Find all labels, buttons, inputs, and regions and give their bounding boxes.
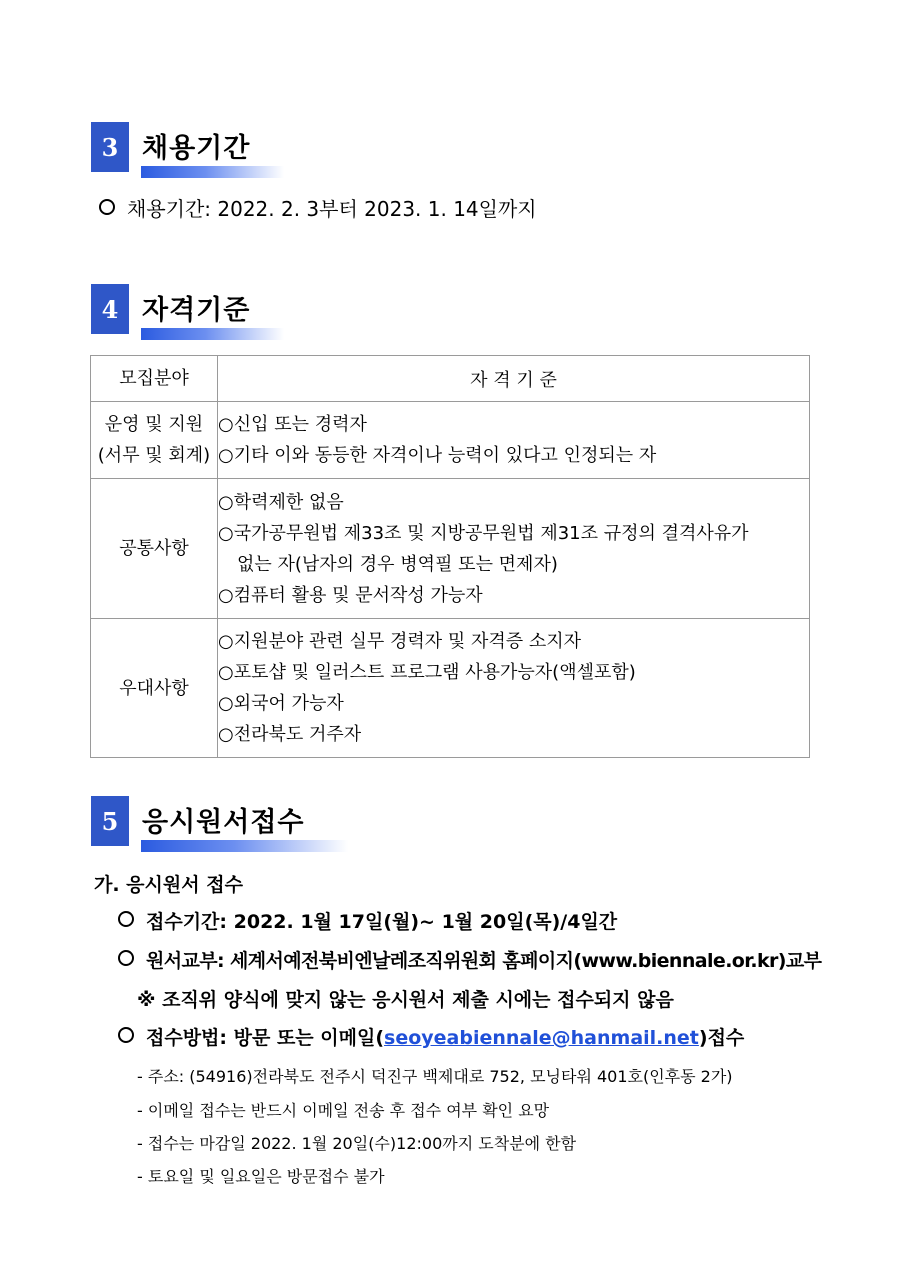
bullet-circle-icon [118,950,134,966]
row-label: 공통사항 [91,479,218,619]
section-3-header [91,122,351,178]
bullet-circle-icon [118,1027,134,1043]
row-label: 우대사항 [91,619,218,758]
header-field: 모집분야 [91,356,218,402]
criteria-item: ○국가공무원법 제33조 및 지방공무원법 제31조 규정의 결격사유가 [218,522,749,544]
criteria-item: ○전라북도 거주자 [218,724,362,745]
row-criteria [218,479,810,619]
section-number-badge: 5 [91,796,129,846]
application-period-text: 접수기간: 2022. 1월 17일(월)~ 1월 20일(목)/4일간 [146,911,618,933]
bullet-circle-icon [118,911,134,927]
row-label-line: (서무 및 회계) [97,445,211,466]
row-label-line: 운영 및 지원 [104,414,204,435]
hiring-period-text: 채용기간: 2022. 2. 3부터 2023. 1. 14일까지 [127,197,537,221]
section-title: 응시원서접수 [142,807,305,838]
application-form-line [118,946,821,973]
criteria-item: ○기타 이와 동등한 자격이나 능력이 있다고 인정되는 자 [218,445,657,466]
hiring-period-line [99,193,537,222]
title-underline [141,166,284,178]
section-title: 채용기간 [142,133,251,164]
section-title: 자격기준 [142,295,251,326]
criteria-item-continuation: 없는 자(남자의 경우 병역필 또는 면제자) [237,553,558,575]
table-header-row [91,356,810,402]
table-row [91,619,810,758]
application-note: ※ 조직위 양식에 맞지 않는 응시원서 제출 시에는 접수되지 않음 [137,989,674,1011]
title-underline [141,328,284,340]
table-row [91,479,810,619]
criteria-item: ○외국어 가능자 [218,693,344,714]
detail-deadline: - 접수는 마감일 2022. 1월 20일(수)12:00까지 도착분에 한함 [137,1134,577,1153]
method-prefix: 접수방법: 방문 또는 이메일( [146,1027,385,1049]
title-underline [141,840,348,852]
method-suffix: )접수 [698,1027,745,1049]
criteria-item: ○학력제한 없음 [218,491,344,513]
section-number-badge: 3 [91,122,129,172]
criteria-item: ○포토샵 및 일러스트 프로그램 사용가능자(액셀포함) [218,662,636,683]
criteria-item: ○지원분야 관련 실무 경력자 및 자격증 소지자 [218,631,582,652]
section-4-header [91,284,351,340]
application-method-line [118,1023,744,1050]
criteria-item: ○신입 또는 경력자 [218,414,367,435]
email-link[interactable]: seoyeabiennale@hanmail.net [384,1027,699,1049]
row-label [91,402,218,479]
detail-weekend: - 토요일 및 일요일은 방문접수 불가 [137,1167,385,1186]
qualification-table [90,355,810,758]
application-period-line [118,907,617,934]
row-criteria [218,402,810,479]
detail-email-confirm: - 이메일 접수는 반드시 이메일 전송 후 접수 여부 확인 요망 [137,1101,550,1120]
criteria-item: ○컴퓨터 활용 및 문서작성 가능자 [218,584,483,606]
header-criteria: 자 격 기 준 [218,356,810,402]
row-criteria [218,619,810,758]
table-row [91,402,810,479]
bullet-circle-icon [99,199,115,215]
application-form-text: 원서교부: 세계서예전북비엔날레조직위원회 홈페이지(www.biennale.or.kr)교부 [146,950,822,972]
section-5-header [91,796,351,852]
application-subheading: 가. 응시원서 접수 [94,874,243,896]
section-number-badge: 4 [91,284,129,334]
detail-address: - 주소: (54916)전라북도 전주시 덕진구 백제대로 752, 모닝타워 401호(인후동 2가) [137,1067,733,1086]
